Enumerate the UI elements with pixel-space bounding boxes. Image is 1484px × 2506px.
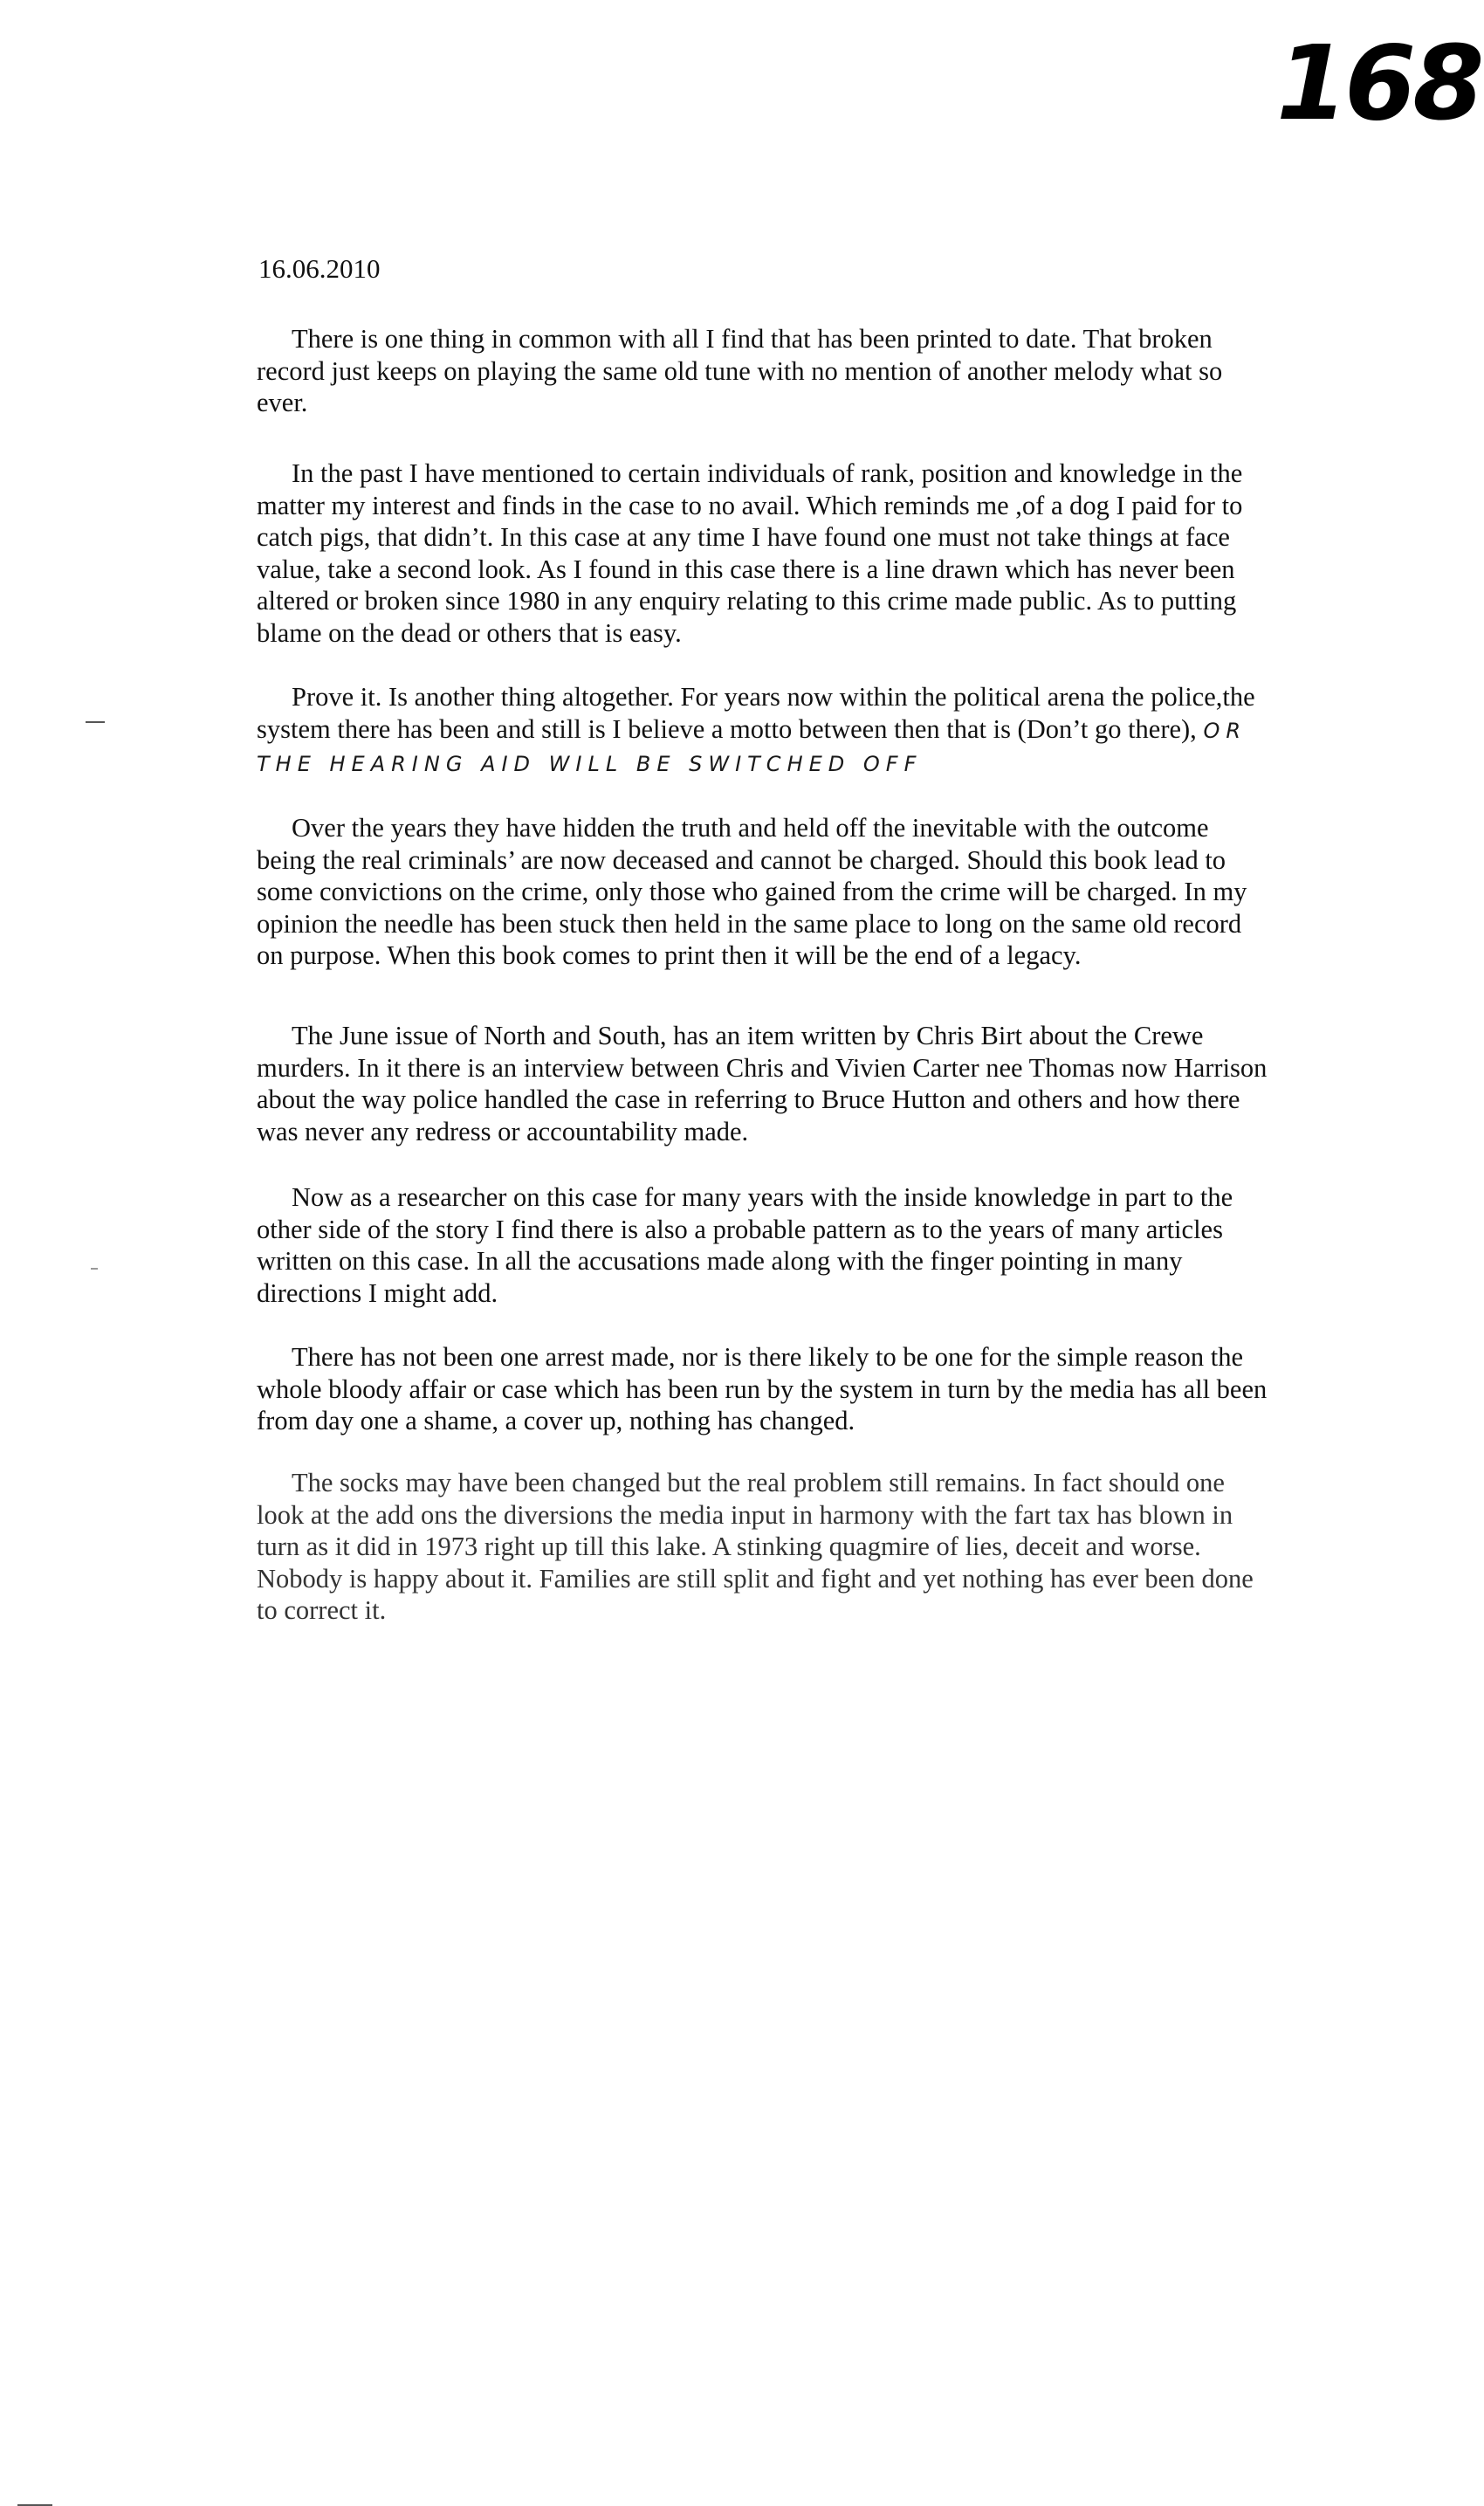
paragraph-2: In the past I have mentioned to certain individuals of rank, position and knowledge in the matter my interest and finds in the case to no avail. Which reminds me ,of a dog I paid for to catch pigs, that didn’t. In this case at any time I have found one must not take things at face value, take a second look. As I found in this case there is a line drawn which has never been altered or broken since 1980 in any enquiry relating to this crime made public. As to putting blame on the dead or others that is easy. bbox=[257, 458, 1243, 648]
paragraph-7: There has not been one arrest made, nor is there likely to be one for the simple reason the whole bloody affair or case which has been run by the system in turn by the media has all been from day one a shame, a cover up, nothing has changed. bbox=[257, 1342, 1268, 1435]
paragraph-8: The socks may have been changed but the real problem still remains. In fact should one look at the add ons the diversions the media input in harmony with the fart tax has blown in turn as it did in 1973 right up till this lake. A stinking quagmire of lies, deceit and worse. Nobody is happy about it. Families are still split and fight and yet nothing has ever been done to correct it. bbox=[257, 1468, 1254, 1625]
paragraph-5: The June issue of North and South, has an item written by Chris Birt about the Crewe murders. In it there is an interview between Chris and Vivien Carter nee Thomas now Harrison about the way police handled the case in referring to Bruce Hutton and others and how there was never any redress or accountability made. bbox=[257, 1021, 1268, 1146]
paragraph-3-text: Prove it. Is another thing altogether. For years now within the political arena the police,the system there has been and still is I believe a motto between then that is (Don’t go there), bbox=[257, 682, 1255, 744]
document-date: 16.06.2010 bbox=[258, 253, 381, 284]
paragraph-4: Over the years they have hidden the truth and held off the inevitable with the outcome being the real criminals’ are now deceased and cannot be charged. Should this book lead to some convictions on the crime, only those who gained from the crime will be charged. In my opinion the needle has been stuck then held in the same place to long on the same old record on purpose. When this book comes to print then it will be the end of a legacy. bbox=[257, 813, 1247, 970]
paragraph-3 bbox=[257, 681, 1271, 781]
handwritten-annotation: OR THE HEARING AID WILL BE SWITCHED OFF bbox=[257, 718, 1247, 776]
page-number: 168 bbox=[1276, 23, 1481, 143]
paragraph-1: There is one thing in common with all I find that has been printed to date. That broken record just keeps on playing the same old tune with no mention of another melody what so ever. bbox=[257, 324, 1223, 417]
margin-scan-mark bbox=[86, 721, 105, 723]
margin-scan-mark bbox=[91, 1268, 98, 1270]
paragraph-6: Now as a researcher on this case for many years with the inside knowledge in part to the other side of the story I find there is also a probable pattern as to the years of many articles written on this case. In all the accusations made along with the finger pointing in many directions I might add. bbox=[257, 1182, 1233, 1308]
